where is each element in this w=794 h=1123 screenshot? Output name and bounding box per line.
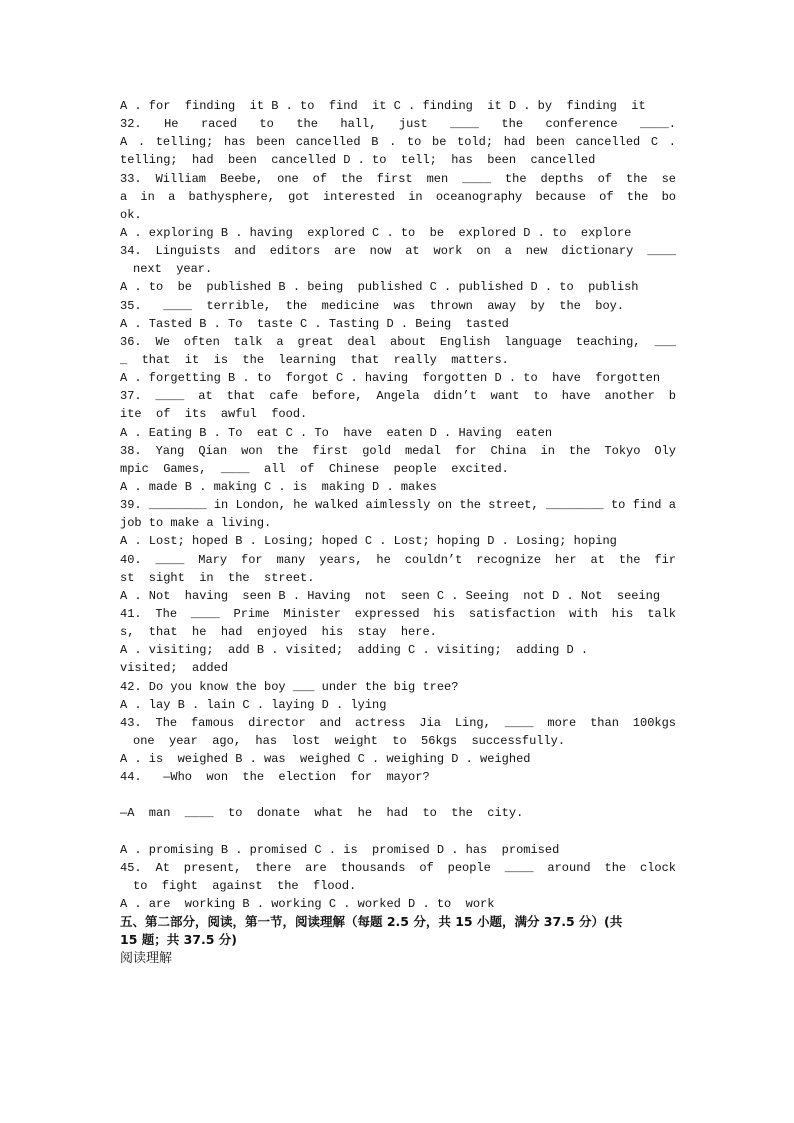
question-42: 42. Do you know the boy ___ under the big tree? — [120, 679, 459, 694]
text-line: telling; had been cancelled D . to tell; has been cancelled — [120, 153, 596, 168]
text-line: A . promising B . promised C . is promised D . has promised — [120, 842, 560, 857]
text-line: a in a bathysphere, got interested in oceanography because of the bo — [120, 189, 676, 204]
section-subheading: 阅读理解 — [120, 950, 173, 966]
question-39: 39. ________ in London, he walked aimlessly on the street, ________ to find a — [120, 498, 676, 513]
question-35: 35. ____ terrible, the medicine was thrown away by the boy. — [120, 298, 625, 313]
question-38: 38. Yang Qian won the first gold medal for China in the Tokyo Oly — [120, 443, 676, 458]
text-line: one year ago, has lost weight to 56kgs successfully. — [133, 733, 566, 748]
blank-line — [120, 823, 676, 841]
text-line: A . telling; has been cancelled B . to be told; had been cancelled C . — [120, 135, 676, 150]
text-line: mpic Games, ____ all of Chinese people excited. — [120, 461, 509, 476]
text-line: A . forgetting B . to forgot C . having forgotten D . to have forgotten — [120, 371, 661, 386]
text-line: A . visiting; add B . visited; adding C . visiting; adding D . — [120, 643, 589, 658]
question-45: 45. At present, there are thousands of people ____ around the clock — [120, 860, 676, 875]
text-line: A . is weighed B . was weighed C . weighing D . weighed — [120, 752, 531, 767]
text-line: —A man ____ to donate what he had to the city. — [120, 806, 524, 821]
section-heading: 五、第二部分，阅读，第一节，阅读理解（每题 2.5 分，共 15 小题，满分 37.5 分）(共 — [120, 914, 623, 930]
question-36: 36. We often talk a great deal about English language teaching, ___ — [120, 334, 676, 349]
question-44: 44. —Who won the election for mayor? — [120, 770, 430, 785]
text-line: st sight in the street. — [120, 570, 315, 585]
text-line: ok. — [120, 207, 142, 222]
text-line: A . lay B . lain C . laying D . lying — [120, 697, 387, 712]
question-32: 32. He raced to the hall, just ____ the conference ____. — [120, 117, 676, 132]
text-line: A . Lost; hoped B . Losing; hoped C . Lost; hoping D . Losing; hoping — [120, 534, 617, 549]
question-43: 43. The famous director and actress Jia Ling, ____ more than 100kgs — [120, 715, 676, 730]
text-line: s, that he had enjoyed his stay here. — [120, 625, 437, 640]
section-heading-cont: 15 题；共 37.5 分) — [120, 932, 238, 948]
text-line: ite of its awful food. — [120, 407, 308, 422]
text-line: A . are working B . working C . worked D . to work — [120, 897, 495, 912]
text-line: _ that it is the learning that really matters. — [120, 352, 509, 367]
text-line: job to make a living. — [120, 516, 272, 531]
document-page — [120, 97, 676, 968]
text-line: A . made B . making C . is making D . makes — [120, 479, 437, 494]
question-34: 34. Linguists and editors are now at work on a new dictionary ____ — [120, 244, 676, 259]
blank-line — [120, 786, 676, 804]
question-33: 33. William Beebe, one of the first men ____ the depths of the se — [120, 171, 676, 186]
text-line: A . to be published B . being published C . published D . to publish — [120, 280, 639, 295]
text-line: A . Not having seen B . Having not seen C . Seeing not D . Not seeing — [120, 588, 661, 603]
question-40: 40. ____ Mary for many years, he couldn’t recognize her at the fir — [120, 552, 676, 567]
text-line: A . for finding it B . to find it C . finding it D . by finding it — [120, 99, 646, 113]
question-41: 41. The ____ Prime Minister expressed his satisfaction with his talk — [120, 606, 676, 621]
text-line: A . Tasted B . To taste C . Tasting D . Being tasted — [120, 316, 509, 331]
text-line: visited; added — [120, 661, 229, 676]
text-line: to fight against the flood. — [133, 879, 357, 894]
text-line: A . exploring B . having explored C . to be explored D . to explore — [120, 225, 632, 240]
text-line: next year. — [133, 262, 213, 277]
question-37: 37. ____ at that cafe before, Angela didn’t want to have another b — [120, 389, 676, 404]
text-line: A . Eating B . To eat C . To have eaten D . Having eaten — [120, 425, 553, 440]
